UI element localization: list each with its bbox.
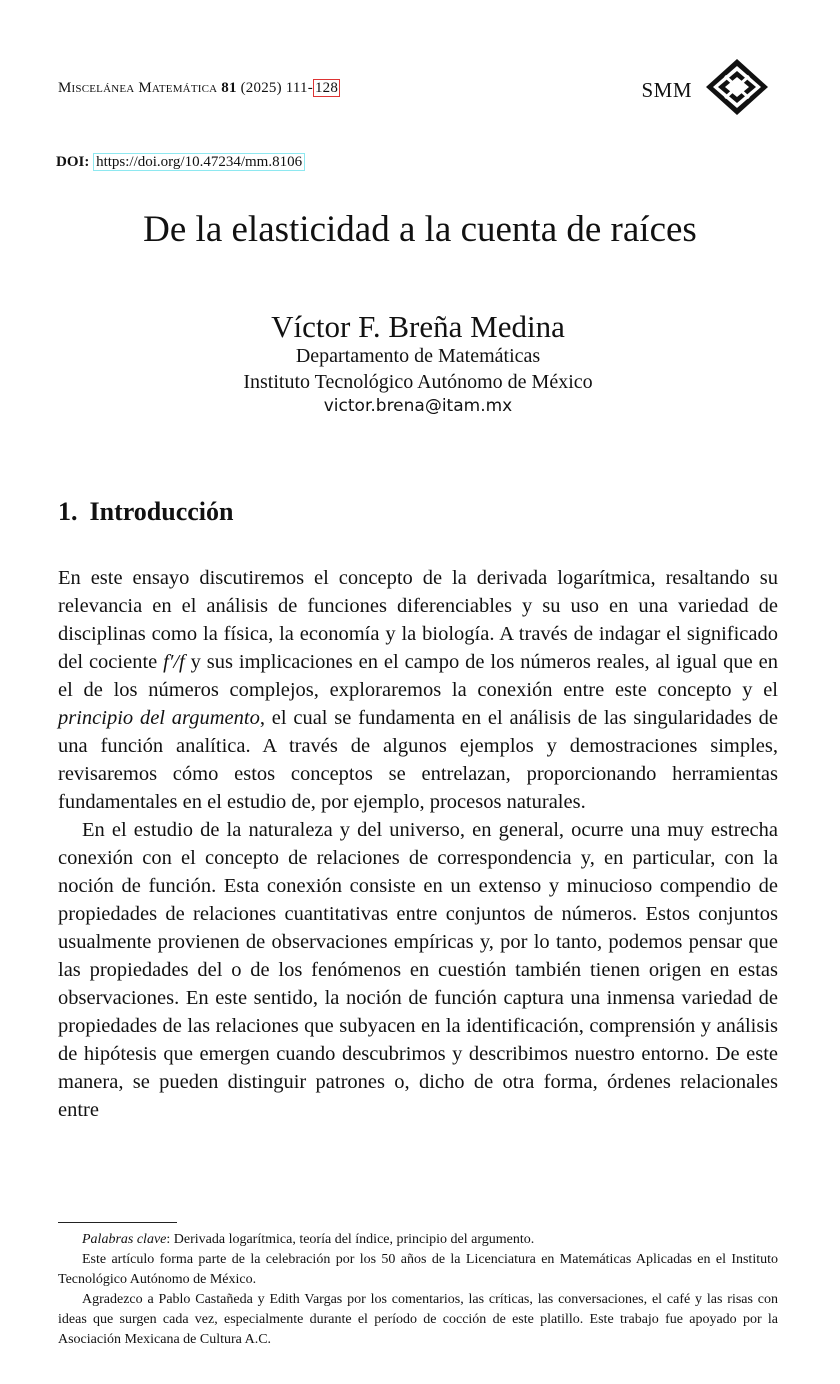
paragraph-1-part-3: , el cual se fundamenta en el análisis de las singularidades de una función analítica. A través de algunos ejemplos y demostraciones simples, revisaremos cómo estos conceptos se entrelazan, proporcionando herramientas fundamentales en el estudio de, por ejemplo, procesos naturales. bbox=[58, 707, 778, 813]
author-name: Víctor F. Breña Medina bbox=[271, 309, 565, 344]
smm-logo-icon bbox=[702, 56, 772, 118]
society-name: SMM bbox=[641, 78, 692, 102]
journal-citation bbox=[58, 80, 340, 97]
doi-line bbox=[56, 154, 305, 171]
author-department: Departamento de Matemáticas bbox=[295, 345, 541, 367]
author-institution: Instituto Tecnológico Autónomo de México bbox=[243, 371, 593, 393]
keywords-label: Palabras clave bbox=[82, 1232, 167, 1247]
section-title: Introducción bbox=[89, 497, 234, 526]
paragraph-1-part-2: y sus implicaciones en el campo de los números reales, al igual que en el de los números complejos, exploraremos la conexión entre este concepto y el bbox=[58, 651, 778, 701]
section-number: 1. bbox=[58, 497, 78, 526]
journal-volume: 81 bbox=[221, 80, 237, 96]
journal-year: (2025) bbox=[240, 80, 282, 96]
keywords-text: : Derivada logarítmica, teoría del índice, principio del argumento. bbox=[166, 1232, 535, 1247]
page-header bbox=[58, 78, 782, 118]
article-title: De la elasticidad a la cuenta de raíces bbox=[143, 209, 697, 250]
first-page: 111- bbox=[285, 80, 313, 96]
section-heading bbox=[58, 497, 234, 527]
footnotes bbox=[58, 1230, 778, 1350]
journal-name: Miscelánea Matemática bbox=[58, 80, 218, 96]
footnote-celebration: Este artículo forma parte de la celebración por los 50 años de la Licenciatura en Matemáticas Aplicadas en el Instituto Tecnológico Autónomo de México. bbox=[58, 1252, 778, 1287]
math-expression: f′/f bbox=[163, 651, 185, 673]
author-email[interactable]: victor.brena@itam.mx bbox=[323, 396, 513, 416]
footnote-acknowledgements: Agradezco a Pablo Castañeda y Edith Vargas por los comentarios, las críticas, las conversaciones, el café y las risas con ideas que surgen cada vez, especialmente durante el período de cocción de este platillo. Este trabajo fue apoyado por la Asociación Mexicana de Cultura A.C. bbox=[58, 1292, 778, 1347]
paragraph-1 bbox=[58, 564, 778, 816]
doi-label: DOI: bbox=[56, 154, 90, 170]
paragraph-2: En el estudio de la naturaleza y del universo, en general, ocurre una muy estrecha conexión con el concepto de relaciones de correspondencia y, en particular, con la noción de función. Esta conexión consiste en un extenso y minucioso compendio de propiedades de relaciones cuantitativas entre conjuntos de números. Estos conjuntos usualmente provienen de observaciones empíricas y, por lo tanto, podemos pensar que las propiedades del o de los fenómenos en cuestión también tienen origen en estas observaciones. En este sentido, la noción de función captura una inmensa variedad de propiedades de las relaciones que subyacen en la identificación, comprensión y análisis de hipótesis que emergen cuando descubrimos y describimos nuestro entorno. De este manera, se pueden distinguir patrones o, dicho de otra forma, órdenes relacionales entre bbox=[58, 819, 778, 1121]
footnote-keywords bbox=[58, 1230, 778, 1250]
last-page-link[interactable]: 128 bbox=[314, 80, 339, 96]
paragraph-1-part-1: En este ensayo discutiremos el concepto de la derivada logarítmica, resaltando su relevancia en el análisis de funciones diferenciables y su uso en una variedad de disciplinas como la física, la economía y la biología. A través de indagar el significado del cociente bbox=[58, 567, 778, 673]
article-body bbox=[58, 564, 778, 1124]
doi-link[interactable]: https://doi.org/10.47234/mm.8106 bbox=[93, 153, 305, 171]
footnote-divider bbox=[58, 1222, 177, 1223]
emphasis-term: principio del argumento bbox=[58, 707, 260, 729]
